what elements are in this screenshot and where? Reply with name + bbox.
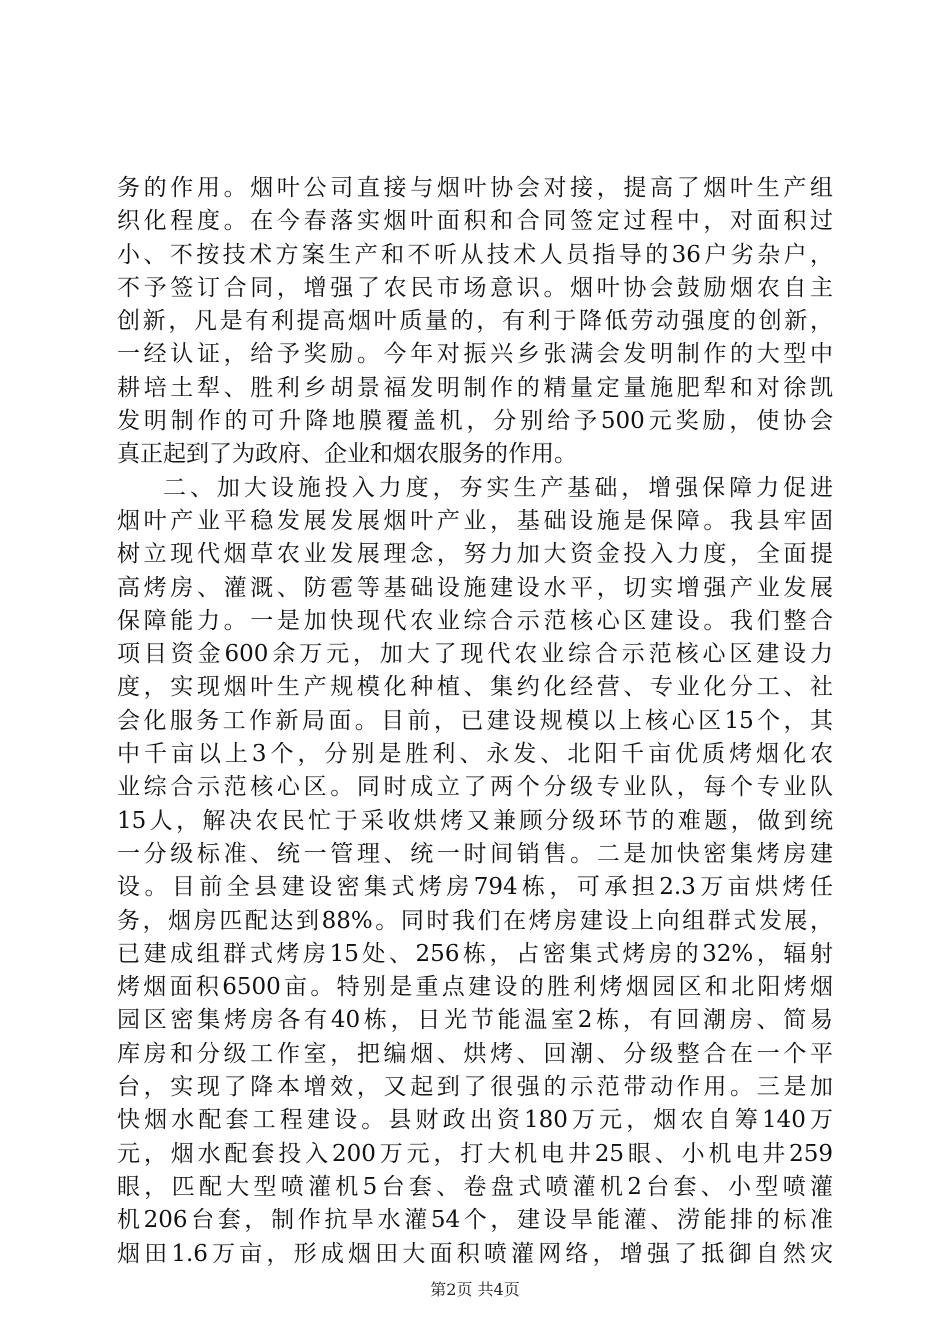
text-line: 烟田1.6万亩，形成烟田大面积喷灌网络，增强了抵御自然灾 xyxy=(117,1240,833,1267)
text-line: 不予签订合同，增强了农民市场意识。烟叶协会鼓励烟农自主 xyxy=(117,274,833,301)
text-line: 烟叶产业平稳发展发展烟叶产业，基础设施是保障。我县牢固 xyxy=(117,507,833,534)
text-line: 快烟水配套工程建设。县财政出资180万元，烟农自筹140万 xyxy=(117,1107,833,1134)
text-line: 二、加大设施投入力度，夯实生产基础，增强保障力促进 xyxy=(163,474,833,501)
text-line: 业综合示范核心区。同时成立了两个分级专业队，每个专业队 xyxy=(117,774,833,801)
text-line: 机206台套，制作抗旱水灌54个，建设旱能灌、涝能排的标准 xyxy=(117,1207,833,1234)
page-footer: 第2页 共4页 xyxy=(430,1280,520,1299)
text-line: 一经认证，给予奖励。今年对振兴乡张满会发明制作的大型中 xyxy=(117,341,833,368)
text-line: 一分级标准、统一管理、统一时间销售。二是加快密集烤房建 xyxy=(117,840,833,867)
text-line: 织化程度。在今春落实烟叶面积和合同签定过程中，对面积过 xyxy=(117,208,833,235)
text-line: 元，烟水配套投入200万元，打大机电井25眼、小机电井259 xyxy=(117,1140,833,1167)
text-line: 中千亩以上3个，分别是胜利、永发、北阳千亩优质烤烟化农 xyxy=(117,741,833,768)
text-line: 库房和分级工作室，把编烟、烘烤、回潮、分级整合在一个平 xyxy=(117,1040,833,1067)
text-line: 真正起到了为政府、企业和烟农服务的作用。 xyxy=(117,441,577,468)
text-line: 15人，解决农民忙于采收烘烤又兼顾分级环节的难题，做到统 xyxy=(117,807,833,834)
text-line: 保障能力。一是加快现代农业综合示范核心区建设。我们整合 xyxy=(117,607,833,634)
text-line: 耕培土犁、胜利乡胡景福发明制作的精量定量施肥犁和对徐凯 xyxy=(117,374,833,401)
text-line: 高烤房、灌溉、防雹等基础设施建设水平，切实增强产业发展 xyxy=(117,574,833,601)
text-line: 务的作用。烟叶公司直接与烟叶协会对接，提高了烟叶生产组 xyxy=(117,175,833,201)
text-line: 园区密集烤房各有40栋，日光节能温室2栋，有回潮房、简易 xyxy=(117,1007,833,1034)
text-line: 设。目前全县建设密集式烤房794栋，可承担2.3万亩烘烤任 xyxy=(117,874,833,901)
text-line: 创新，凡是有利提高烟叶质量的，有利于降低劳动强度的创新， xyxy=(117,308,833,335)
text-line: 项目资金600余万元，加大了现代农业综合示范核心区建设力 xyxy=(117,641,833,668)
text-line: 会化服务工作新局面。目前，已建设规模以上核心区15个，其 xyxy=(117,707,833,734)
text-line: 烤烟面积6500亩。特别是重点建设的胜利烤烟园区和北阳烤烟 xyxy=(117,974,833,1001)
body-text xyxy=(117,172,833,1271)
text-line: 度，实现烟叶生产规模化种植、集约化经营、专业化分工、社 xyxy=(117,674,833,701)
text-line: 树立现代烟草农业发展理念，努力加大资金投入力度，全面提 xyxy=(117,541,833,568)
text-line: 眼，匹配大型喷灌机5台套、卷盘式喷灌机2台套、小型喷灌 xyxy=(117,1173,833,1200)
text-line: 务，烟房匹配达到88%。同时我们在烤房建设上向组群式发展， xyxy=(117,907,833,934)
text-line: 小、不按技术方案生产和不听从技术人员指导的36户劣杂户， xyxy=(117,241,833,268)
text-line: 台，实现了降本增效，又起到了很强的示范带动作用。三是加 xyxy=(117,1074,833,1101)
text-line: 发明制作的可升降地膜覆盖机，分别给予500元奖励，使协会 xyxy=(117,408,833,435)
text-line: 已建成组群式烤房15处、256栋，占密集式烤房的32%，辐射 xyxy=(117,940,833,967)
